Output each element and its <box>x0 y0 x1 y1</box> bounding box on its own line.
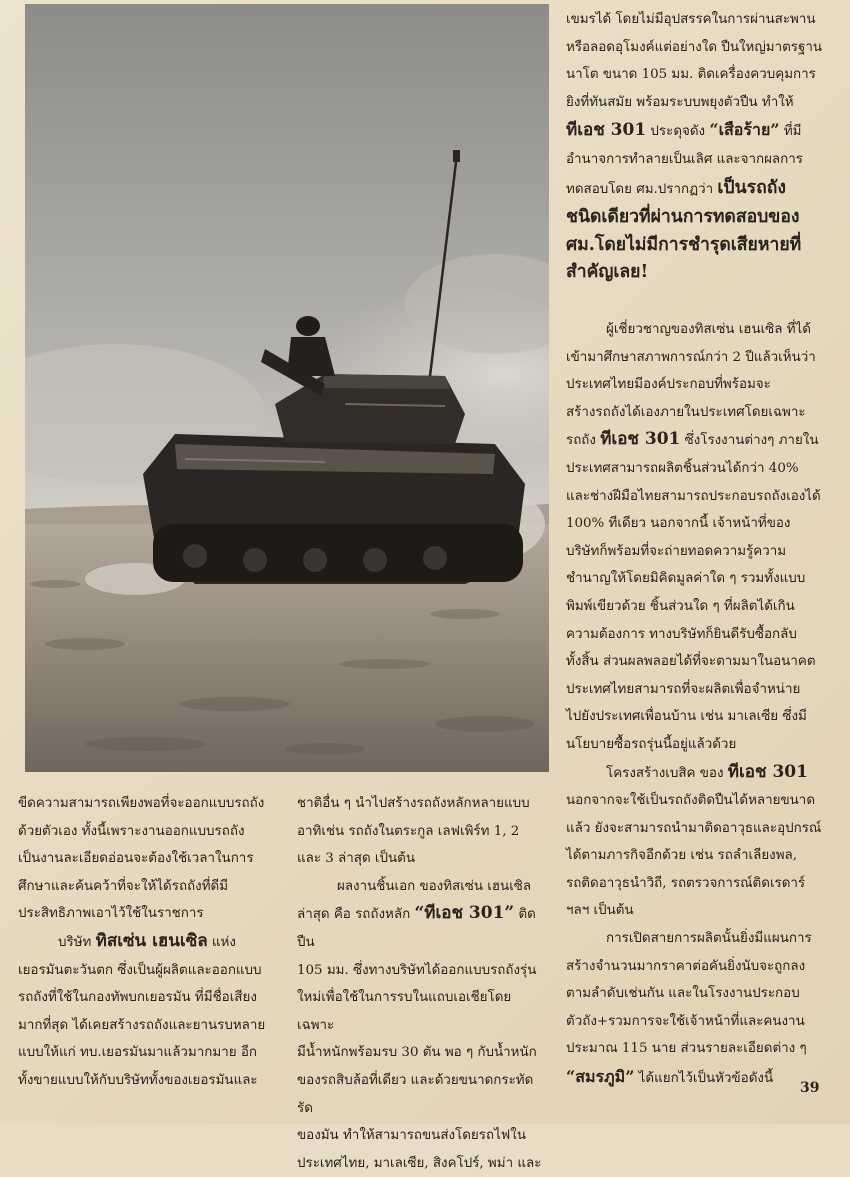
text-line: ความต้องการ ทางบริษัทก็ยินดีรับซื้อกลับ <box>566 626 797 642</box>
text-line: และช่างฝีมือไทยสามารถประกอบรถถังเองได้ <box>566 488 821 504</box>
text-line: ชำนาญให้โดยมิคิดมูลค่าใด ๆ รวมทั้งแบบ <box>566 571 806 587</box>
text-line: สร้างจำนวนมากราคาต่อคันยิ่งนับจะถูกลง <box>566 958 806 974</box>
text-line: “สมรภูมิ” ได้แยกไว้เป็นหัวข้อดังนี้ <box>566 1067 774 1087</box>
right-column-body <box>566 316 828 1093</box>
text-line: ขีดความสามารถเพียงพอที่จะออกแบบรถถัง <box>18 796 265 811</box>
text-line: แบบให้แก่ ทบ.เยอรมันมาแล้วมากมาย อีก <box>18 1045 257 1061</box>
text-line: สร้างรถถังได้เองภายในประเทศโดยเฉพาะ <box>566 404 806 420</box>
text-line: นโยบายซื้อรถรุ่นนี้อยู่แล้วด้วย <box>566 736 737 752</box>
text-line: ตัวถัง+รวมการจะใช้เจ้าหน้าที่และคนงาน <box>566 1013 805 1029</box>
text-line: อาทิเช่น รถถังในตระกูล เลฟเพิร์ท 1, 2 <box>297 823 520 839</box>
text-line: ฯลฯ เป็นต้น <box>566 903 634 919</box>
tank-photo-image <box>25 4 549 772</box>
tiger-emphasis: “เสือร้าย” <box>709 120 780 140</box>
text-line: รถถังที่ใช้ในกองทัพบกเยอรมัน ที่มีชื่อเสียง <box>18 990 257 1006</box>
text-line: ผู้เชี่ยวชาญของทิสเซ่น เฮนเซิล ที่ได้ <box>606 322 811 337</box>
text-line: ชาติอื่น ๆ นำไปสร้างรถถังหลักหลายแบบ <box>297 796 530 811</box>
text-line: โครงสร้างเบสิค ของ ทีเอช 301 <box>606 761 808 782</box>
text-line: ไปยังประเทศเพื่อนบ้าน เช่น มาเลเซีย ซึ่งมี <box>566 709 807 725</box>
text-line: แล้ว ยังจะสามารถนำมาติดอาวุธและอุปกรณ์ <box>566 820 822 836</box>
left-column-bottom <box>18 790 276 1095</box>
text-line: บริษัทก็พร้อมที่จะถ่ายทอดความรู้ความ <box>566 543 787 559</box>
text-line: ทั้งสิ้น ส่วนผลพลอยได้ที่จะตามมาในอนาคต <box>566 654 816 670</box>
page-number: 39 <box>800 1080 820 1096</box>
text-line: บริษัท ทิสเซ่น เฮนเซิล แห่ง <box>58 930 236 951</box>
text-line: ผลงานชิ้นเอก ของทิสเซ่น เฮนเซิล <box>337 878 532 894</box>
text-line: หรือลอดอุโมงค์แต่อย่างใด ปืนใหญ่มาตรฐาน <box>566 39 823 55</box>
text-line: 105 มม. ซึ่งทางบริษัทได้ออกแบบรถถังรุ่น <box>297 962 537 978</box>
th301-emphasis: “ทีเอช 301” <box>414 903 515 924</box>
text-line: เขมรได้ โดยไม่มีอุปสรรคในการผ่านสะพาน <box>566 12 816 27</box>
text-line: นอกจากจะใช้เป็นรถถังติดปืนได้หลายขนาด <box>566 793 816 809</box>
text-line: ประเทศไทยสามารถที่จะผลิตเพื่อจำหน่าย <box>566 681 801 697</box>
text-line: ด้วยตัวเอง ทั้งนี้เพราะงานออกแบบรถถัง <box>18 823 245 839</box>
th301-emphasis: ทีเอช 301 <box>600 429 681 450</box>
th301-emphasis: ทีเอช 301 <box>566 120 647 141</box>
tank-photo <box>25 4 549 772</box>
text-line: ประเทศไทยมีองค์ประกอบที่พร้อมจะ <box>566 377 771 393</box>
middle-column-bottom <box>297 790 547 1177</box>
text-line: ล่าสุด คือ รถถังหลัก “ทีเอช 301” ติดปืน <box>297 903 536 950</box>
text-line: พิมพ์เขียวด้วย ชิ้นส่วนใด ๆ ที่ผลิตได้เกิน <box>566 598 795 614</box>
bold-text-line: สำคัญเลย! <box>566 261 649 283</box>
text-line: ได้ตามภารกิจอีกด้วย เช่น รถลำเลียงพล, <box>566 848 797 864</box>
text-line: เข้ามาศึกษาสภาพการณ์กว่า 2 ปีแล้วเห็นว่า <box>566 349 816 365</box>
text-line: ตามลำดับเช่นกัน และในโรงงานประกอบ <box>566 986 800 1002</box>
text-line: รถถัง ทีเอช 301 ซึ่งโรงงานต่างๆ ภายใน <box>566 429 819 450</box>
bold-text-line: ชนิดเดียวที่ผ่านการทดสอบของ <box>566 206 800 228</box>
text-line: ประสิทธิภาพเอาไว้ใช้ในราชการ <box>18 906 204 922</box>
text-line: ประเทศสามารถผลิตชิ้นส่วนได้กว่า 40% <box>566 460 799 476</box>
text-line: รถติดอาวุธนำวิถี, รถตรวจการณ์ติดเรดาร์ <box>566 875 806 891</box>
text-line: มีน้ำหนักพร้อมรบ 30 ตัน พอ ๆ กับน้ำหนัก <box>297 1045 537 1061</box>
text-line: เป็นงานละเอียดอ่อนจะต้องใช้เวลาในการ <box>18 851 254 867</box>
text-line: ใหม่เพื่อใช้ในการรบในแถบเอเชียโดยเฉพาะ <box>297 990 512 1033</box>
text-line: ทีเอช 301 ประดุจดัง “เสือร้าย” ที่มี <box>566 120 802 141</box>
text-line: และ 3 ล่าสุด เป็นต้น <box>297 851 415 867</box>
text-line: ทั้งขายแบบให้กับบริษัททั้งของเยอรมันและ <box>18 1072 258 1088</box>
text-line: ประมาณ 115 นาย ส่วนรายละเอียดต่าง ๆ <box>566 1041 807 1057</box>
text-line: ประเทศไทย, มาเลเซีย, สิงคโปร์, พม่า และ <box>297 1155 542 1171</box>
samoraphum-emphasis: “สมรภูมิ” <box>566 1067 635 1087</box>
text-line: การเปิดสายการผลิตนั้นยิ่งมีแผนการ <box>606 931 812 947</box>
text-line: อำนาจการทำลายเป็นเลิศ และจากผลการ <box>566 151 803 167</box>
right-column-top <box>566 6 828 286</box>
text-line: นาโต ขนาด 105 มม. ติดเครื่องควบคุมการ <box>566 67 816 83</box>
text-line: ศึกษาและค้นคว้าที่จะให้ได้รถถังที่ดีมี <box>18 878 229 894</box>
thyssen-henschel-emphasis: ทิสเซ่น เฮนเซิล <box>95 930 208 951</box>
text-line: ของรถสิบล้อที่เดียว และด้วยขนาดกระทัดรัด <box>297 1072 534 1116</box>
text-line: มากที่สุด ได้เคยสร้างรถถังและยานรบหลาย <box>18 1017 266 1033</box>
th301-emphasis: ทีเอช 301 <box>727 761 808 782</box>
text-line: 100% ทีเดียว นอกจากนี้ เจ้าหน้าที่ของ <box>566 516 791 532</box>
text-line: ทดสอบโดย ศม.ปรากฏว่า เป็นรถถัง <box>566 176 786 198</box>
text-line: เยอรมันตะวันตก ซึ่งเป็นผู้ผลิตและออกแบบ <box>18 962 262 978</box>
text-line: ของมัน ทำให้สามารถขนส่งโดยรถไฟใน <box>297 1128 526 1144</box>
text-line: ยิงที่ทันสมัย พร้อมระบบพยุงตัวปืน ทำให้ <box>566 94 794 110</box>
bold-text-line: ศม.โดยไม่มีการชำรุดเสียหายที่ <box>566 233 802 255</box>
